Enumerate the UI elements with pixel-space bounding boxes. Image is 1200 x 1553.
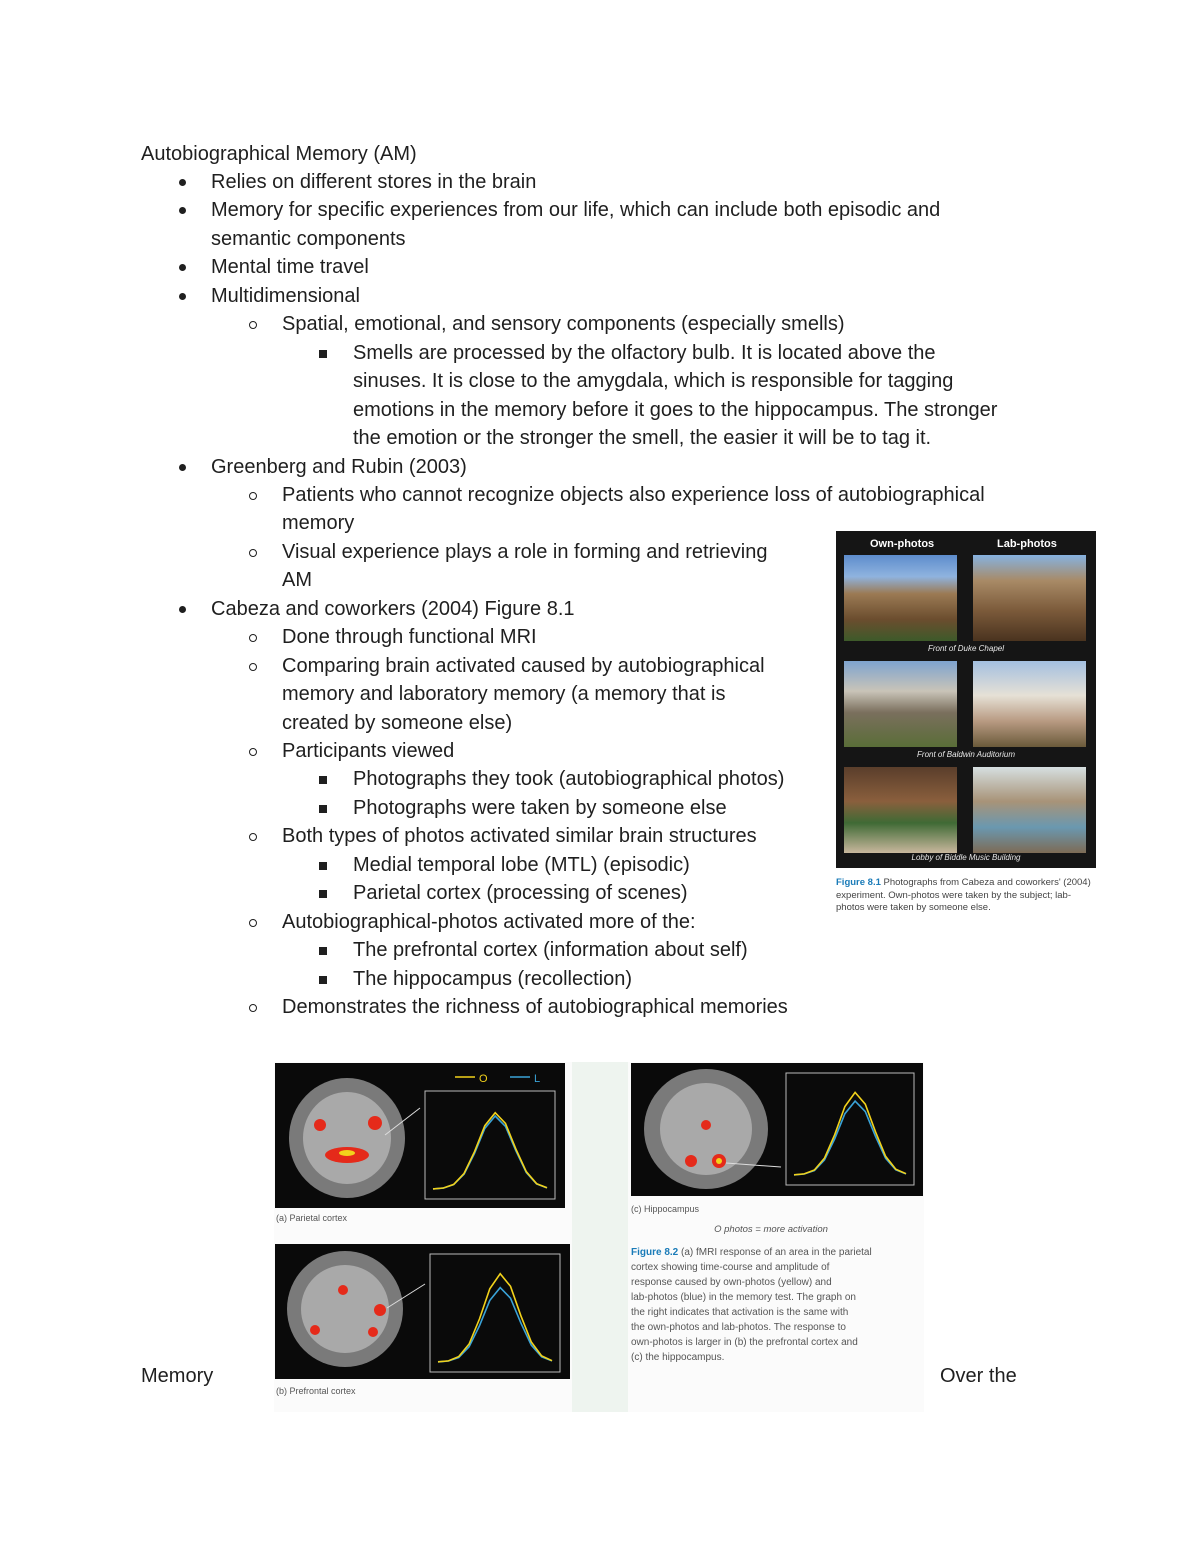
outline-line: Medial temporal lobe (MTL) (episodic): [353, 854, 690, 876]
brain-inner-a: [303, 1092, 391, 1184]
figure-8-1-caption-text: Photographs from Cabeza and coworkers' (2004) experiment. Own-photos were taken by the subject; lab-photos were taken by someone else.: [836, 877, 1091, 913]
activation-spot: [701, 1120, 711, 1130]
bullet-circle: [249, 1004, 257, 1012]
outline-line: Greenberg and Rubin (2003): [211, 456, 467, 478]
outline-line: Visual experience plays a role in forming and retrieving: [282, 541, 768, 563]
outline-line: Autobiographical-photos activated more of the:: [282, 911, 696, 933]
bottom-left-text: Memory: [141, 1365, 214, 1387]
bullet-square: [319, 805, 327, 813]
lab-series-line: [794, 1101, 906, 1175]
figure-8-2-caption-line: the own-photos and lab-photos. The response to: [631, 1322, 846, 1333]
bullet-dot: [179, 264, 186, 271]
outline-line: Photographs were taken by someone else: [353, 797, 727, 819]
lab-photos-header: Lab-photos: [997, 538, 1057, 550]
bullet-circle: [249, 833, 257, 841]
legend-l-label: L: [534, 1073, 541, 1085]
label-prefrontal: (b) Prefrontal cortex: [276, 1386, 356, 1396]
outline-line: Cabeza and coworkers (2004) Figure 8.1: [211, 598, 575, 620]
activation-spot: [310, 1325, 320, 1335]
activation-spot: [716, 1158, 722, 1164]
activation-spot: [685, 1155, 697, 1167]
bullet-circle: [249, 663, 257, 671]
bullet-square: [319, 862, 327, 870]
lobby-own-photo: [844, 767, 957, 853]
outline-line: Comparing brain activated caused by autobiographical: [282, 655, 765, 677]
bullet-square: [319, 776, 327, 784]
bullet-circle: [249, 748, 257, 756]
chart-a: [425, 1073, 555, 1199]
outline-line: Photographs they took (autobiographical photos): [353, 768, 785, 790]
own-photos-header: Own-photos: [870, 538, 935, 550]
bullet-dot: [179, 179, 186, 186]
outline-line: Demonstrates the richness of autobiographical memories: [282, 996, 788, 1018]
photo-caption-2: Front of Baldwin Auditorium: [917, 750, 1015, 759]
outline-line: Smells are processed by the olfactory bulb. It is located above the: [353, 342, 936, 364]
figure-8-2-caption-line: response caused by own-photos (yellow) and: [631, 1277, 832, 1288]
hippocampus-panel: [631, 1063, 923, 1196]
bullet-dot: [179, 293, 186, 300]
outline-line: Parietal cortex (processing of scenes): [353, 882, 688, 904]
outline-line: memory and laboratory memory (a memory that is: [282, 683, 726, 705]
outline-line: emotions in the memory before it goes to the hippocampus. The stronger: [353, 399, 998, 421]
bullet-circle: [249, 549, 257, 557]
bullet-square: [319, 947, 327, 955]
outline-line: Multidimensional: [211, 285, 360, 307]
outline-line: created by someone else): [282, 712, 513, 734]
chart-b: [430, 1254, 560, 1372]
bullet-circle: [249, 492, 257, 500]
bullet-circle: [249, 321, 257, 329]
activation-spot: [338, 1285, 348, 1295]
outline-line: Participants viewed: [282, 740, 455, 762]
chart-c: [786, 1073, 914, 1185]
figure-8-2-caption-line: cortex showing time-course and amplitude of: [631, 1262, 830, 1273]
parietal-svg: [275, 1063, 565, 1208]
chapel-own-photo: [844, 555, 957, 641]
bullet-square: [319, 976, 327, 984]
lobby-lab-photo: [973, 767, 1086, 853]
bullet-dot: [179, 464, 186, 471]
lab-series-line: [433, 1116, 547, 1189]
figure-8-2-caption-line: (a) fMRI response of an area in the parietal: [681, 1247, 872, 1258]
figure-8-2-caption-line: lab-photos (blue) in the memory test. The graph on: [631, 1292, 856, 1303]
page-title: Autobiographical Memory (AM): [141, 143, 417, 165]
bullet-circle: [249, 634, 257, 642]
lab-series-line: [438, 1288, 552, 1362]
outline-line: AM: [282, 569, 312, 591]
outline-line: semantic components: [211, 228, 406, 250]
label-parietal: (a) Parietal cortex: [276, 1213, 348, 1223]
outline-line: Memory for specific experiences from our life, which can include both episodic and: [211, 199, 941, 221]
photo-caption-3: Lobby of Biddle Music Building: [911, 853, 1021, 862]
figure-8-2-caption-line: own-photos is larger in (b) the prefrontal cortex and: [631, 1337, 858, 1348]
activation-spot: [339, 1150, 355, 1156]
figure-8-1-caption: [836, 877, 1096, 915]
activation-spot: [314, 1119, 326, 1131]
outline-line: Relies on different stores in the brain: [211, 171, 537, 193]
outline-line: memory: [282, 512, 355, 534]
figure-divider: [572, 1062, 628, 1412]
outline-line: Patients who cannot recognize objects also experience loss of autobiographical: [282, 484, 985, 506]
figure-8-1-label: Figure 8.1: [836, 877, 881, 888]
figure-8-2-caption: [631, 1245, 911, 1365]
label-hippocampus: (c) Hippocampus: [631, 1204, 700, 1214]
auditorium-lab-photo: [973, 661, 1086, 747]
activation-spot: [368, 1327, 378, 1337]
auditorium-own-photo: [844, 661, 957, 747]
prefrontal-svg: [275, 1244, 570, 1379]
outline-line: Done through functional MRI: [282, 626, 537, 648]
outline-line: The prefrontal cortex (information about self): [353, 939, 748, 961]
outline-line: The hippocampus (recollection): [353, 968, 633, 990]
chapel-lab-photo: [973, 555, 1086, 641]
bullet-dot: [179, 207, 186, 214]
legend-o-label: O: [479, 1073, 488, 1085]
outline-line: the emotion or the stronger the smell, the easier it will be to tag it.: [353, 427, 932, 449]
parietal-panel: [275, 1063, 565, 1208]
figure-8-2-caption-line: the right indicates that activation is the same with: [631, 1307, 849, 1318]
hippocampus-svg: [631, 1063, 923, 1196]
photo-caption-1: Front of Duke Chapel: [927, 644, 1005, 653]
bottom-right-text: Over the: [940, 1365, 1017, 1387]
outline-line: Mental time travel: [211, 256, 369, 278]
activation-spot: [374, 1304, 386, 1316]
figure-8-2-label: Figure 8.2: [631, 1247, 679, 1258]
outline-line: Spatial, emotional, and sensory components (especially smells): [282, 313, 845, 335]
bullet-square: [319, 350, 327, 358]
activation-spot: [368, 1116, 382, 1130]
o-photos-note: O photos = more activation: [714, 1224, 828, 1235]
bullet-circle: [249, 919, 257, 927]
figure-8-1: [836, 531, 1096, 868]
prefrontal-panel: [275, 1244, 570, 1379]
outline-line: Both types of photos activated similar brain structures: [282, 825, 757, 847]
figure-8-2-caption-line: (c) the hippocampus.: [631, 1352, 725, 1363]
bullet-square: [319, 890, 327, 898]
outline-line: sinuses. It is close to the amygdala, which is responsible for tagging: [353, 370, 954, 392]
bullet-dot: [179, 606, 186, 613]
